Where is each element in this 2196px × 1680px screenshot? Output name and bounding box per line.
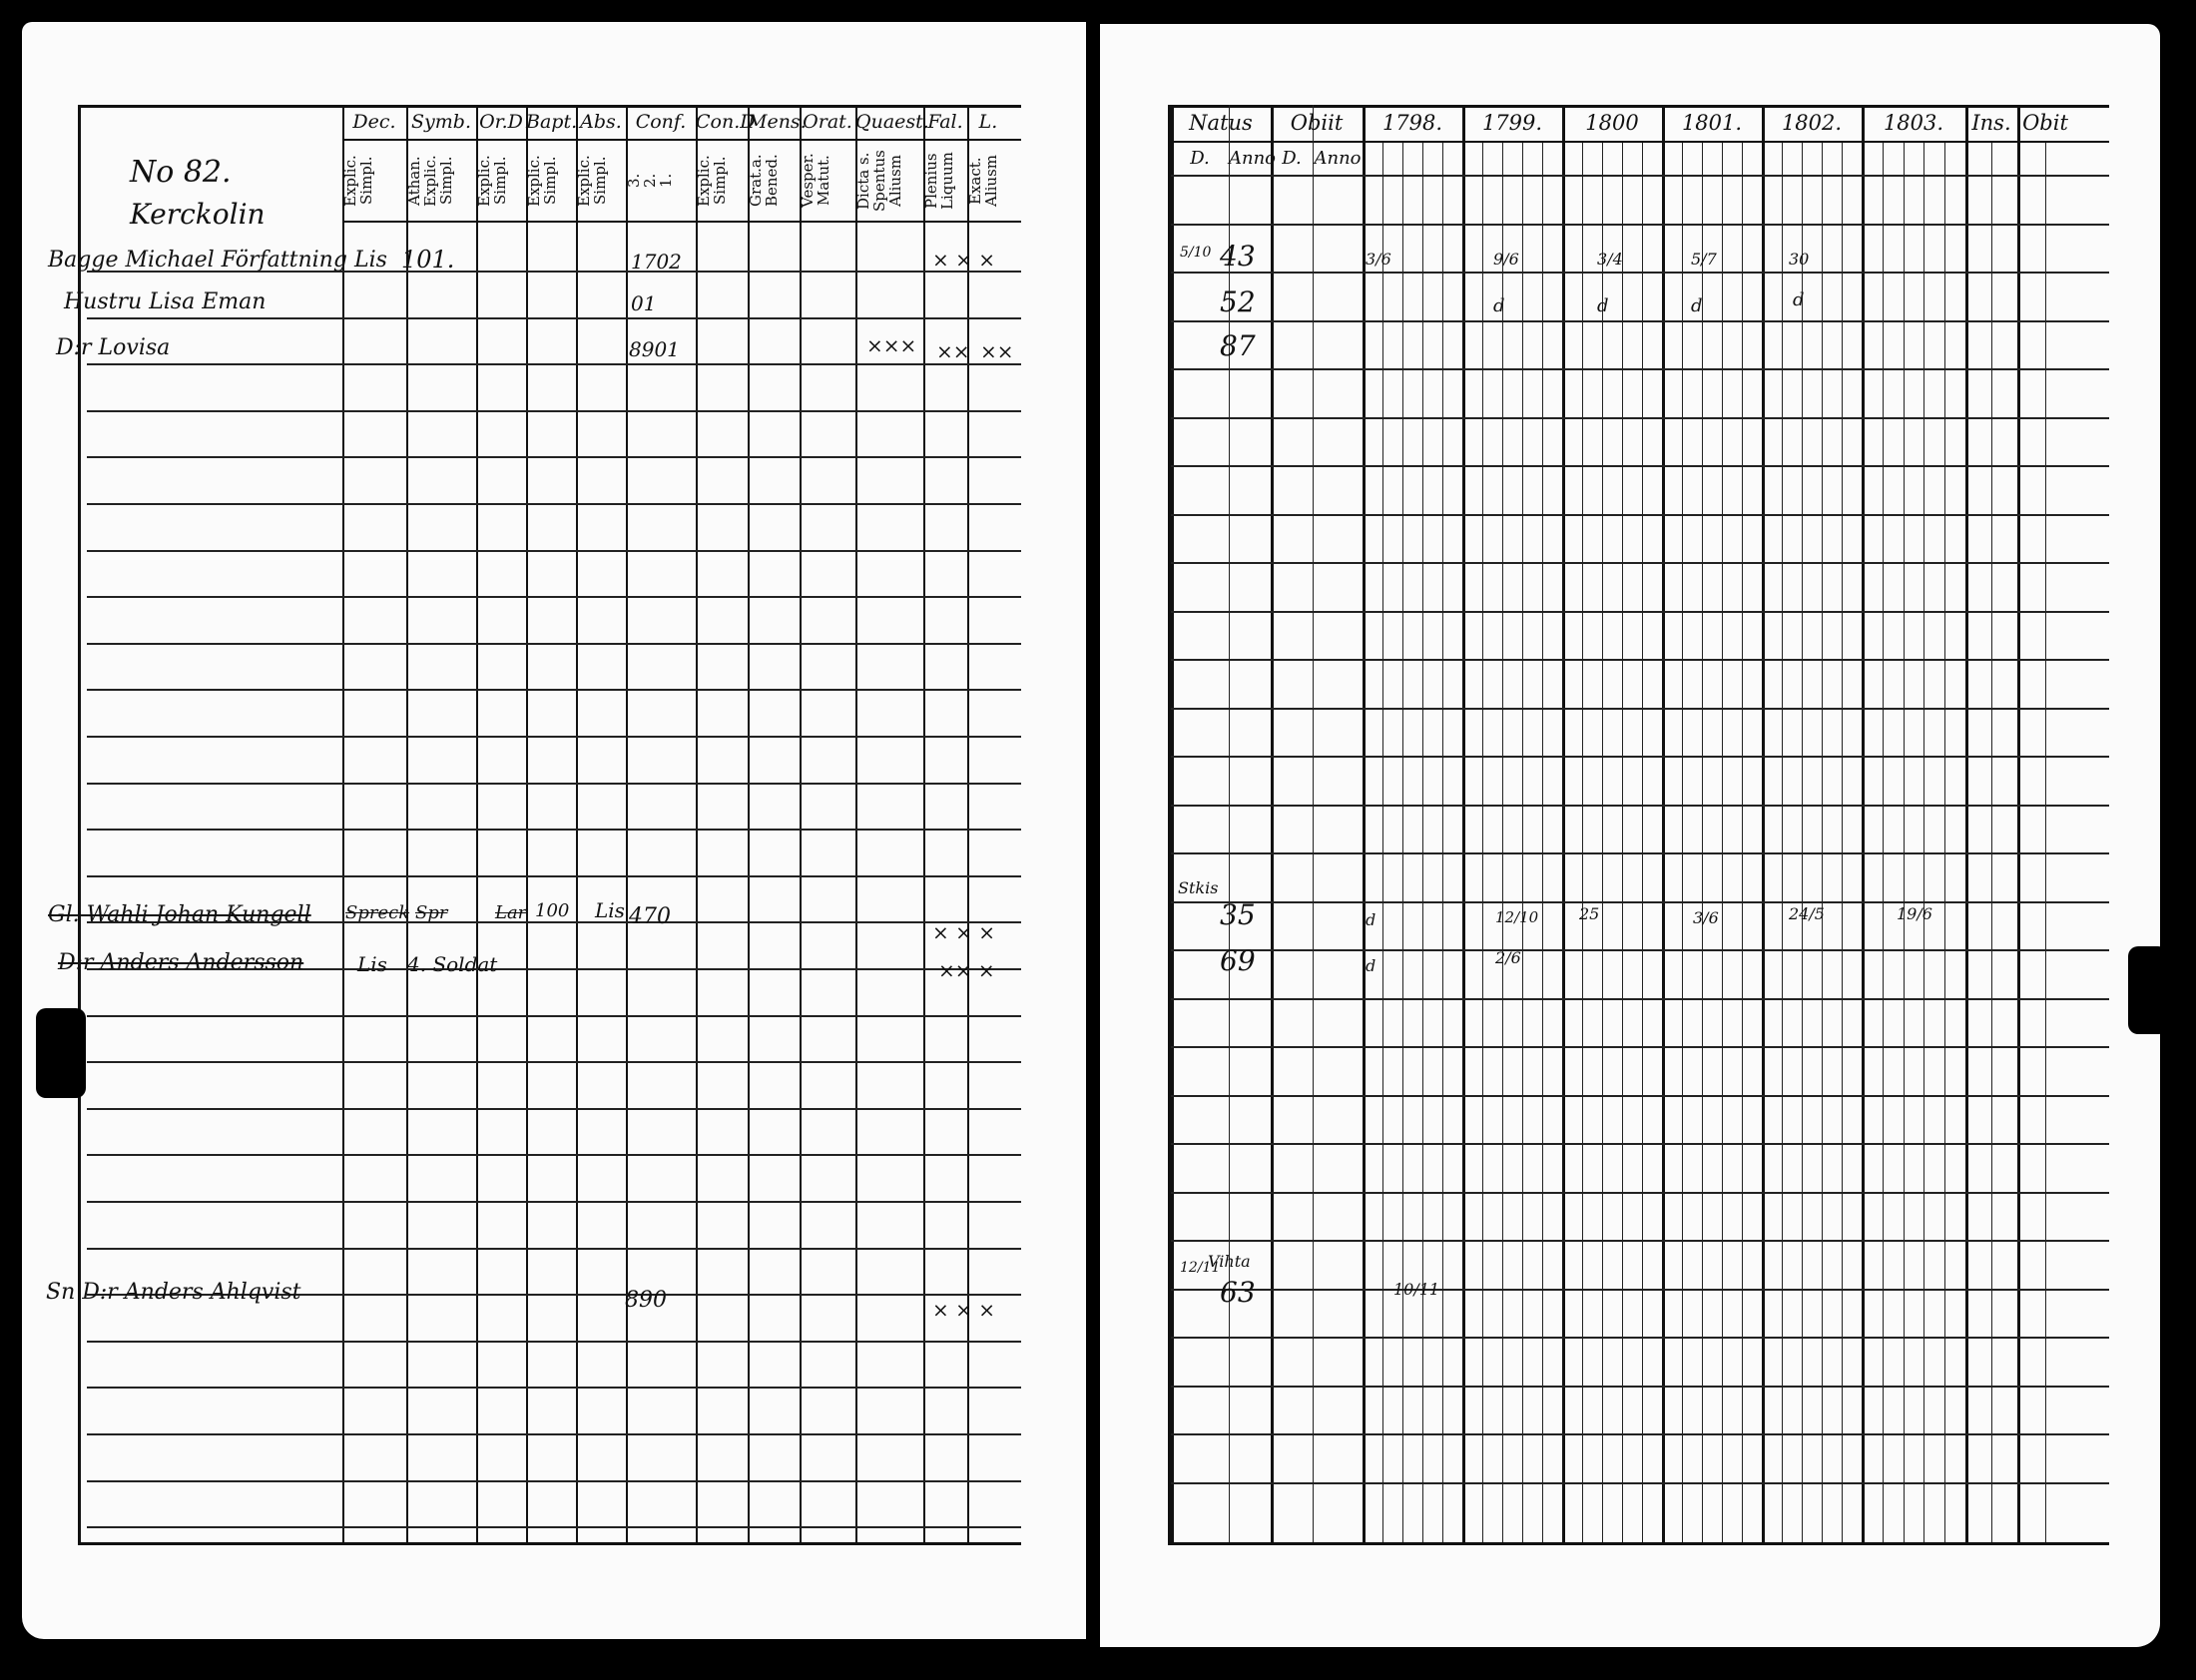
column-subheader: Athan. Explic. Simpl.	[405, 155, 455, 207]
column-header: L.	[978, 111, 998, 133]
year-1801-value: 5/7	[1691, 250, 1717, 269]
natus-year: 69	[1220, 944, 1256, 977]
column-subheader: Explic. Simpl.	[525, 155, 559, 207]
bapt-value: 100	[535, 900, 570, 921]
subcolumn-rule	[1822, 143, 1823, 1542]
symb-value: 101.	[401, 246, 455, 274]
subcolumn-rule	[1702, 143, 1703, 1542]
subcolumn-rule	[1482, 143, 1483, 1542]
subcolumn-rule	[1502, 143, 1503, 1542]
natus-year: 63	[1220, 1276, 1256, 1309]
entry-name: Gl. Wahli Johan Kungell	[48, 902, 311, 927]
column-subheader: 3. 2. 1.	[625, 173, 675, 189]
year-1802-value: 30	[1789, 250, 1810, 269]
fal-value: ××	[936, 339, 970, 363]
row-rule	[1171, 1433, 2109, 1435]
column-subheader: Grat.a. Bened.	[747, 154, 781, 208]
symb-value: Spr	[415, 902, 448, 923]
column-subheader: Explic. Simpl.	[341, 155, 375, 207]
row-rule	[1171, 998, 2109, 1000]
year-header: Obiit	[1290, 111, 1344, 135]
row-rule	[87, 783, 1021, 785]
year-header: 1799.	[1481, 111, 1543, 135]
year-1798-value: d	[1366, 910, 1376, 929]
year-1798-value: d	[1366, 956, 1376, 975]
subcolumn-rule	[1442, 143, 1443, 1542]
natus-year: 87	[1220, 329, 1256, 362]
subcolumn-rule	[1542, 143, 1543, 1542]
row-rule	[1171, 756, 2109, 758]
dec-value: Lis	[357, 952, 387, 976]
column-header: Con.D	[696, 111, 756, 133]
column-subheader: Exact. Aliusm	[966, 155, 1000, 208]
dec-value: Lis	[354, 248, 387, 273]
column-subheader: Explic. Simpl.	[695, 155, 729, 207]
subheader: D.	[1190, 148, 1210, 169]
scan-shadow	[36, 1008, 86, 1098]
row-rule	[1171, 368, 2109, 370]
place-name: Kerckolin	[130, 198, 266, 231]
column-rule	[855, 105, 857, 1542]
column-rule	[923, 105, 925, 1542]
subcolumn-rule	[1422, 143, 1423, 1542]
year-header: 1802.	[1781, 111, 1843, 135]
natus-year: 35	[1220, 898, 1256, 931]
subheader: Anno	[1229, 148, 1277, 169]
household-number: No 82.	[130, 155, 232, 190]
column-rule	[626, 105, 628, 1542]
year-1800-value: 3/4	[1597, 250, 1623, 269]
entry-name: Bagge Michael Författning	[48, 248, 347, 273]
year-1799-value: 12/10	[1495, 908, 1539, 926]
row-rule	[87, 550, 1021, 552]
subheader: Anno	[1314, 148, 1362, 169]
subheader: D.	[1282, 148, 1302, 169]
subcolumn-rule	[1402, 143, 1403, 1542]
column-rule	[476, 105, 478, 1542]
row-rule	[1171, 417, 2109, 419]
row-rule	[1171, 1240, 2109, 1242]
natus-year: 52	[1220, 285, 1256, 318]
row-rule	[87, 1341, 1021, 1343]
natus-place: Vihta	[1208, 1252, 1251, 1271]
year-1799-value: 2/6	[1495, 948, 1521, 967]
row-rule	[87, 1480, 1021, 1482]
row-rule	[1171, 1143, 2109, 1145]
row-rule	[1171, 562, 2109, 564]
column-subheader: Explic. Simpl.	[475, 155, 509, 207]
row-rule	[1171, 611, 2109, 613]
subcolumn-rule	[1742, 143, 1743, 1542]
ord-value: Lar	[495, 902, 527, 923]
subcolumn-rule	[1682, 143, 1683, 1542]
row-rule	[1171, 1386, 2109, 1388]
year-1802-value: d	[1793, 289, 1805, 310]
subcolumn-rule	[1522, 143, 1523, 1542]
natus-day: 12/11	[1180, 1260, 1221, 1276]
row-rule	[87, 1526, 1021, 1528]
subcolumn-rule	[1991, 143, 1992, 1542]
row-rule	[87, 736, 1021, 738]
entry-name: Hustru Lisa Eman	[64, 289, 267, 314]
right-register-table	[1168, 105, 2109, 1545]
column-header: Symb.	[411, 111, 471, 133]
row-rule	[1171, 1289, 2109, 1291]
row-rule	[87, 1248, 1021, 1250]
marks-value: × × ×	[932, 1298, 995, 1322]
column-rule	[967, 105, 969, 1542]
column-rule	[800, 105, 802, 1542]
column-header: Or.D	[479, 111, 523, 133]
column-rule	[342, 105, 344, 1542]
book-gutter	[1086, 0, 1100, 1680]
year-1800-value: d	[1597, 295, 1609, 316]
row-rule	[1171, 272, 2109, 274]
column-header: Bapt.	[526, 111, 578, 133]
row-rule	[87, 1387, 1021, 1389]
row-rule	[87, 1433, 1021, 1435]
column-header: Quaest.	[855, 111, 929, 133]
column-rule	[406, 105, 408, 1542]
year-1803-value: 19/6	[1897, 904, 1932, 923]
year-1801-value: 3/6	[1693, 908, 1719, 927]
row-rule	[1171, 1337, 2109, 1339]
column-rule	[748, 105, 750, 1542]
conf-value: 8901	[629, 337, 680, 361]
abs-value: Lis	[595, 898, 625, 922]
entry-name: D:r Lovisa	[56, 335, 171, 360]
row-rule	[87, 363, 1021, 365]
column-header: Conf.	[635, 111, 687, 133]
row-rule	[87, 456, 1021, 458]
row-rule	[87, 875, 1021, 877]
year-header: Ins.	[1971, 111, 2011, 135]
conf-value: 1702	[631, 250, 682, 274]
subcolumn-rule	[1944, 143, 1945, 1542]
row-rule	[87, 503, 1021, 505]
marks-value: × × ×	[932, 920, 995, 944]
year-1799-value: d	[1493, 295, 1505, 316]
conf-value: 470	[629, 904, 671, 929]
entry-name: D:r Anders Andersson	[58, 950, 304, 975]
row-rule	[87, 317, 1021, 319]
row-rule	[87, 689, 1021, 691]
row-rule	[1171, 224, 2109, 226]
subcolumn-rule	[1602, 143, 1603, 1542]
row-rule	[1171, 852, 2109, 854]
year-1802-value: 24/5	[1789, 904, 1825, 923]
row-rule	[87, 1015, 1021, 1017]
row-rule	[87, 643, 1021, 645]
column-subheader: Explic. Simpl.	[575, 155, 609, 207]
year-1799-value: 9/6	[1493, 250, 1519, 269]
column-rule	[526, 105, 528, 1542]
row-rule	[1171, 1192, 2109, 1194]
marks-value: ×× ×	[938, 958, 995, 982]
subcolumn-rule	[1883, 143, 1884, 1542]
conf-value: 01	[631, 291, 657, 315]
subcolumn-rule	[1923, 143, 1924, 1542]
subcolumn-rule	[1722, 143, 1723, 1542]
year-1798-value: 3/6	[1366, 250, 1391, 269]
year-header: 1798.	[1381, 111, 1443, 135]
row-rule	[87, 410, 1021, 412]
row-rule	[1171, 1482, 2109, 1484]
column-subheader: Plenius Liquum	[922, 152, 956, 210]
symb-value: 4. Soldat	[407, 952, 498, 976]
subcolumn-rule	[1382, 143, 1383, 1542]
subcolumn-rule	[1582, 143, 1583, 1542]
scan-shadow	[2128, 946, 2168, 1034]
year-1801-value: d	[1691, 295, 1703, 316]
row-rule	[1171, 659, 2109, 661]
subcolumn-rule	[1842, 143, 1843, 1542]
column-header: Dec.	[352, 111, 396, 133]
natus-day: 5/10	[1180, 245, 1212, 261]
subcolumn-rule	[1782, 143, 1783, 1542]
subcolumn-rule	[2045, 143, 2046, 1542]
year-header: Natus	[1189, 111, 1253, 135]
left-register-table	[78, 105, 1021, 1545]
row-rule	[1171, 1095, 2109, 1097]
year-header: 1800	[1585, 111, 1639, 135]
year-header: 1801.	[1681, 111, 1743, 135]
entry-name: Sn D:r Anders Ahlqvist	[46, 1280, 301, 1305]
quaest-value: ×××	[866, 333, 917, 357]
row-rule	[1171, 320, 2109, 322]
natus-year: 43	[1220, 240, 1256, 273]
column-header: Fal.	[927, 111, 963, 133]
row-rule	[87, 1154, 1021, 1156]
row-rule	[1171, 708, 2109, 710]
column-header: Mens.	[748, 111, 807, 133]
column-subheader: Vesper. Matut.	[799, 153, 832, 209]
row-rule	[1171, 901, 2109, 903]
row-rule	[87, 1201, 1021, 1203]
conf-value: 890	[625, 1288, 667, 1313]
row-rule	[1171, 465, 2109, 467]
row-rule	[1171, 949, 2109, 951]
row-rule	[1171, 514, 2109, 516]
marks-value: × × ×	[932, 248, 995, 272]
row-rule	[1171, 805, 2109, 807]
l-value: ××	[980, 339, 1014, 363]
subcolumn-rule	[1622, 143, 1623, 1542]
subcolumn-rule	[1642, 143, 1643, 1542]
dec-value: Spreck	[345, 902, 410, 923]
year-header: Obit	[2022, 111, 2068, 135]
year-1800-value: 25	[1579, 904, 1600, 923]
column-header: Abs.	[580, 111, 622, 133]
row-rule	[87, 829, 1021, 831]
subcolumn-rule	[1904, 143, 1905, 1542]
column-subheader: Dicta s. Spentus Aliusm	[854, 150, 904, 212]
column-rule	[696, 105, 698, 1542]
column-header: Orat.	[803, 111, 852, 133]
year-1798-value: 10/11	[1393, 1280, 1440, 1299]
year-header: 1803.	[1883, 111, 1944, 135]
natus-place: Stkis	[1178, 878, 1219, 897]
column-rule	[576, 105, 578, 1542]
row-rule	[1171, 175, 2109, 177]
row-rule	[87, 1061, 1021, 1063]
subcolumn-rule	[1802, 143, 1803, 1542]
row-rule	[87, 596, 1021, 598]
row-rule	[1171, 1046, 2109, 1048]
row-rule	[87, 1108, 1021, 1110]
